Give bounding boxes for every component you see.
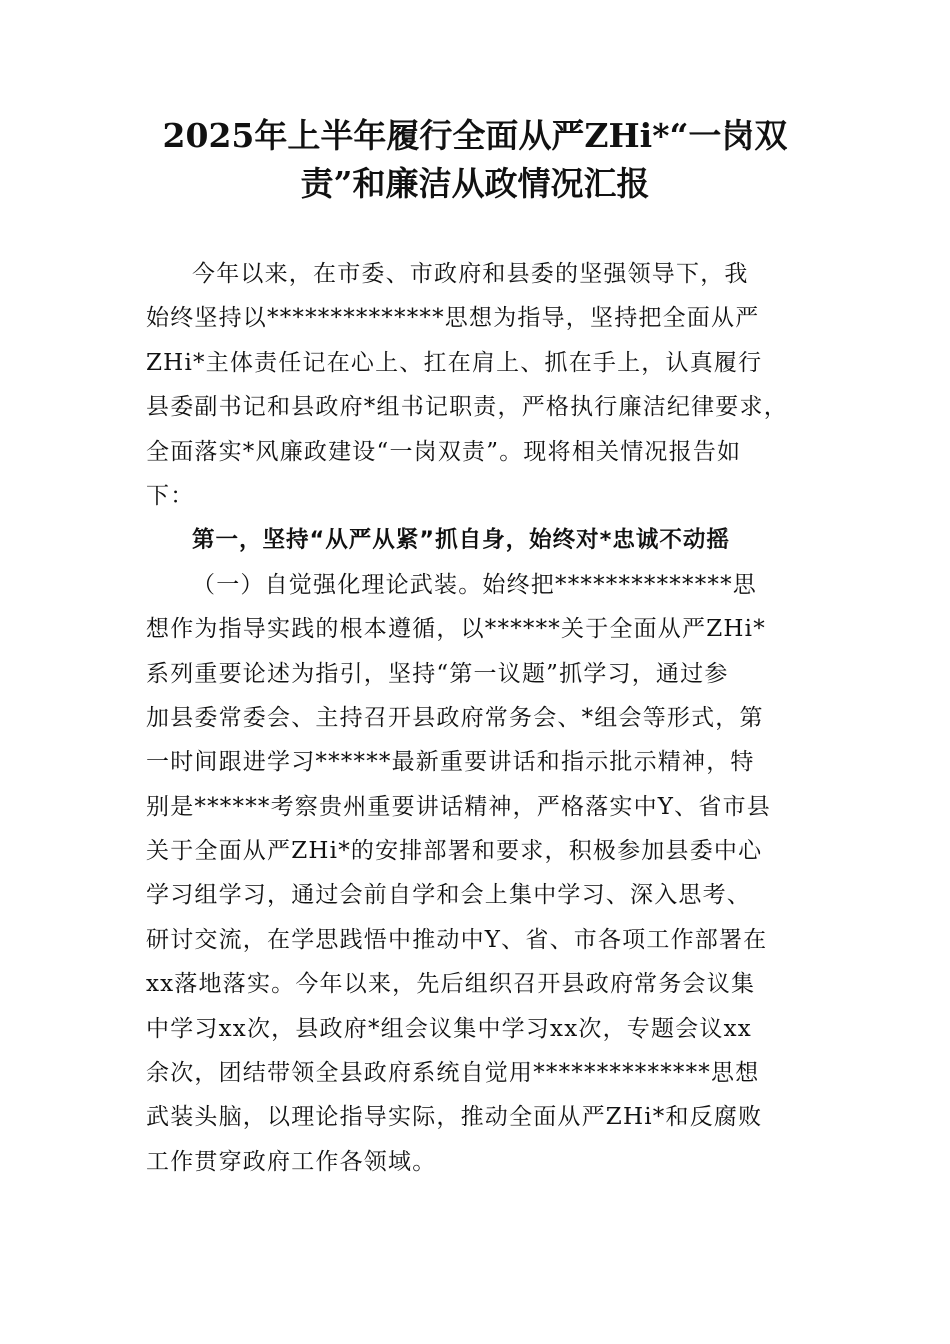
title-line-2: 责”和廉洁从政情况汇报	[300, 164, 650, 203]
intro-paragraph-line: ZHi*主体责任记在心上、扛在肩上、抓在手上，认真履行	[146, 349, 763, 376]
subsection-paragraph-line: 武装头脑，以理论指导实际，推动全面从严ZHi*和反腐败	[146, 1104, 763, 1131]
subsection-paragraph-line: 工作贯穿政府工作各领域。	[146, 1148, 437, 1175]
intro-paragraph-line: 今年以来，在市委、市政府和县委的坚强领导下，我	[192, 261, 749, 287]
subsection-paragraph-line: 关于全面从严ZHi*的安排部署和要求，积极参加县委中心	[146, 838, 763, 865]
intro-paragraph-line: 县委副书记和县政府*组书记职责，严格执行廉洁纪律要求，	[146, 394, 788, 421]
intro-paragraph-line: 全面落实*风廉政建设“一岗双责”。现将相关情况报告如	[146, 438, 742, 465]
subsection-paragraph-line: xx落地落实。今年以来，先后组织召开县政府常务会议集	[146, 971, 756, 998]
subsection-paragraph-line: 加县委常委会、主持召开县政府常务会、*组会等形式，第	[146, 704, 764, 731]
document-title	[120, 112, 830, 208]
subsection-paragraph-line: 余次，团结带领全县政府系统自觉用**************思想	[146, 1060, 760, 1087]
subsection-paragraph-line: 研讨交流，在学思践悟中推动中Y、省、市各项工作部署在	[146, 926, 768, 953]
intro-paragraph-line: 下：	[146, 482, 195, 509]
subsection-paragraph-line: （一）自觉强化理论武装。始终把**************思	[192, 571, 757, 598]
subsection-paragraph-line: 想作为指导实践的根本遵循，以******关于全面从严ZHi*	[146, 616, 766, 643]
subsection-paragraph-line: 学习组学习，通过会前自学和会上集中学习、深入思考、	[146, 882, 751, 909]
subsection-paragraph-line: 中学习xx次，县政府*组会议集中学习xx次，专题会议xx	[146, 1015, 752, 1042]
subsection-paragraph-line: 别是******考察贵州重要讲话精神，严格落实中Y、省市县	[146, 793, 771, 820]
subsection-paragraph-line: 一时间跟进学习******最新重要讲话和指示批示精神，特	[146, 749, 755, 776]
intro-paragraph-line: 始终坚持以**************思想为指导，坚持把全面从严	[146, 305, 760, 332]
subsection-paragraph-line: 系列重要论述为指引，坚持“第一议题”抓学习，通过参	[146, 660, 729, 687]
document-body	[146, 252, 806, 1184]
section-heading-1: 第一，坚持“从严从紧”抓自身，始终对*忠诚不动摇	[192, 527, 730, 554]
title-line-1: 2025年上半年履行全面从严ZHi*“一岗双	[162, 116, 788, 155]
